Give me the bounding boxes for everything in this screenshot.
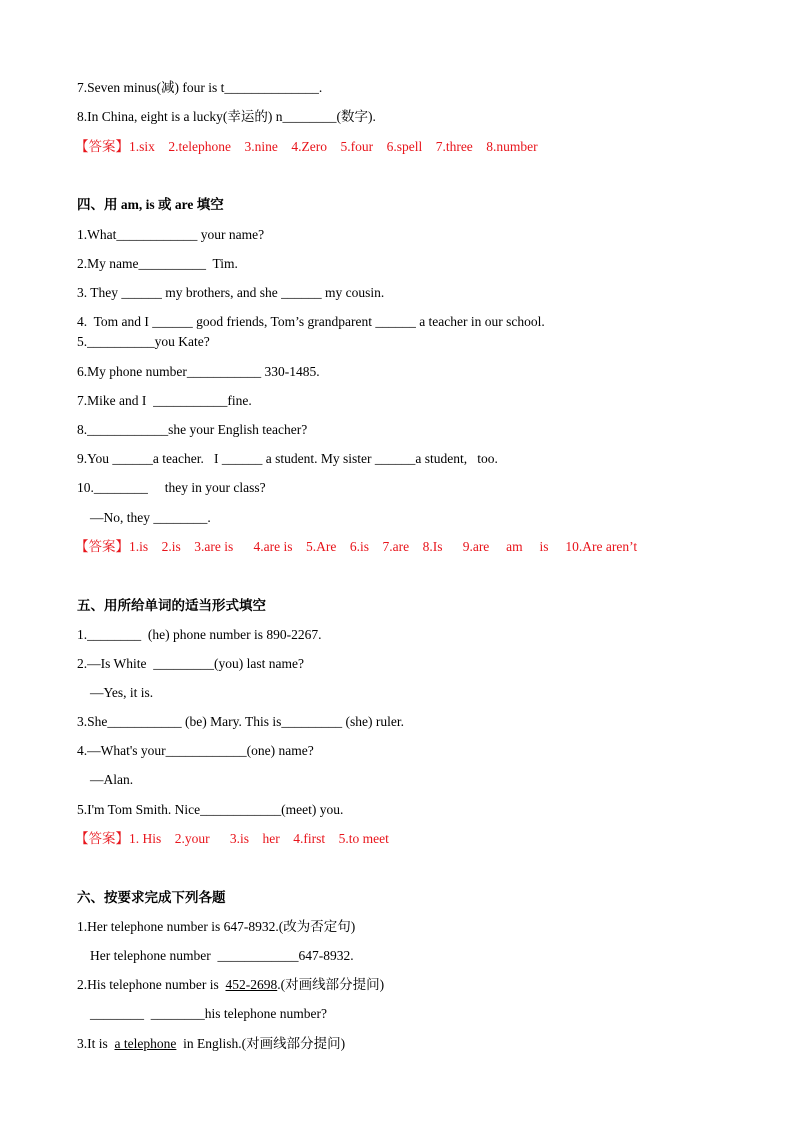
question-text: 4. Tom and I ______ good friends, Tom’s grandparent ______ a teacher in our school. [77,314,545,329]
question-text: 2.My name__________ Tim. [77,256,238,271]
question-suffix: in English.(对画线部分提问) [176,1036,346,1051]
question-text: 1.Her telephone number is 647-8932.(改为否定句) [77,919,356,934]
answer-key: 【答案】1.is 2.is 3.are is 4.are is 5.Are 6.is 7.are 8.Is 9.are am is 10.Are aren’t [75,539,638,554]
question-suffix: .(对画线部分提问) [277,977,385,992]
section-heading: 四、用 am, is 或 are 填空 [77,197,224,212]
question-text [77,1035,345,1053]
reply-text: —Alan. [90,772,134,787]
section-heading: 六、按要求完成下列各题 [77,890,226,905]
question-text: 7.Seven minus(减) four is t______________. [77,80,323,95]
answer-key: 【答案】1. His 2.your 3.is her 4.first 5.to meet [75,831,389,846]
question-text: 1.What____________ your name? [77,227,265,242]
question-text: 7.Mike and I ___________fine. [77,393,252,408]
answer-key: 【答案】1.six 2.telephone 3.nine 4.Zero 5.four 6.spell 7.three 8.number [75,139,538,154]
question-text: 5.I'm Tom Smith. Nice____________(meet) you. [77,802,344,817]
question-prefix: 2.His telephone number is [77,977,226,992]
question-text: 4.—What's your____________(one) name? [77,743,314,758]
question-text: 1.________ (he) phone number is 890-2267. [77,627,322,642]
question-text: 2.—Is White _________(you) last name? [77,656,304,671]
blank-line: Her telephone number ____________647-8932. [90,948,354,963]
question-prefix: 3.It is [77,1036,115,1051]
question-text: 5.__________you Kate? [77,334,210,349]
reply-text: —No, they ________. [90,510,211,525]
underlined-text: 452-2698 [225,977,278,992]
question-text: 3.She___________ (be) Mary. This is_________ (she) ruler. [77,714,404,729]
underlined-text: a telephone [114,1036,177,1051]
question-text: 8.____________she your English teacher? [77,422,308,437]
question-text: 9.You ______a teacher. I ______ a student. My sister ______a student, too. [77,451,498,466]
question-text: 10.________ they in your class? [77,480,266,495]
reply-text: —Yes, it is. [90,685,154,700]
question-text: 3. They ______ my brothers, and she ______ my cousin. [77,285,385,300]
blank-line: ________ ________his telephone number? [90,1006,327,1021]
section-heading: 五、用所给单词的适当形式填空 [77,598,266,613]
question-text [77,976,384,994]
question-text: 6.My phone number___________ 330-1485. [77,364,320,379]
question-text: 8.In China, eight is a lucky(幸运的) n________(数字). [77,109,376,124]
